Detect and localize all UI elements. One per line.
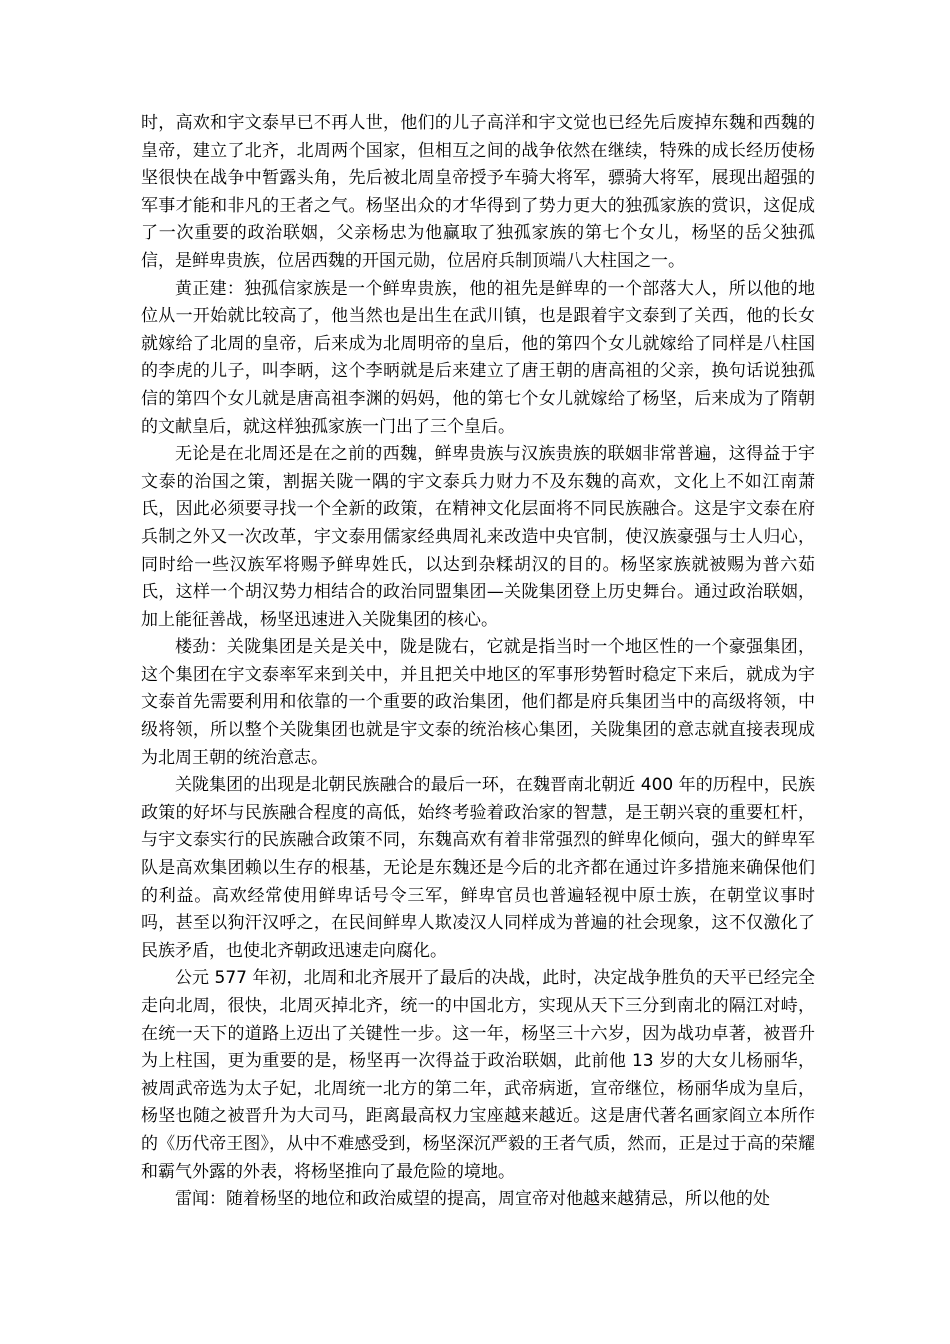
paragraph: 雷闻：随着杨坚的地位和政治威望的提高，周宣帝对他越来越猜忌，所以他的处 [175, 1189, 770, 1210]
paragraph: 楼劲：关陇集团是关是关中，陇是陇右，它就是指当时一个地区性的一个豪强集团，这个集团在宇文泰率军来到关中，并且把关中地区的军事形势暂时稳定下来后，就成为宇文泰首先需要利用和依靠的一个重要的政治集团，他们都是府兵集团当中的高级将领，中级将领，所以整个关陇集团也就是宇文泰的统治核心集团，关陇集团的意志就直接表现成为北周王朝的统治意志。 [141, 637, 815, 768]
paragraph: 时，高欢和宇文泰早已不再人世，他们的儿子高洋和宇文觉也已经先后废掉东魏和西魏的皇帝，建立了北齐，北周两个国家，但相互之间的战争依然在继续，特殊的成长经历使杨坚很快在战争中暂露头角，先后被北周皇帝授予车骑大将军，骠骑大将军，展现出超强的军事才能和非凡的王者之气。杨坚出众的才华得到了势力更大的独孤家族的赏识，这促成了一次重要的政治联姻，父亲杨忠为他赢取了独孤家族的第七个女儿，杨坚的岳父独孤信，是鲜卑贵族，位居西魏的开国元勋，位居府兵制顶端八大柱国之一。 [141, 113, 815, 271]
paragraph: 黄正建：独孤信家族是一个鲜卑贵族，他的祖先是鲜卑的一个部落大人，所以他的地位从一开始就比较高了，他当然也是出生在武川镇，也是跟着宇文泰到了关西，他的长女就嫁给了北周的皇帝，后来成为北周明帝的皇后，他的第四个女儿就嫁给了同样是八柱国的李虎的儿子，叫李昞，这个李昞就是后来建立了唐王朝的唐高祖的父亲，换句话说独孤信的第四个女儿就是唐高祖李渊的妈妈，他的第七个女儿就嫁给了杨坚，后来成为了隋朝的文献皇后，就这样独孤家族一门出了三个皇后。 [141, 278, 815, 437]
document-page [141, 110, 815, 1214]
paragraph: 公元 577 年初，北周和北齐展开了最后的决战，此时，决定战争胜负的天平已经完全走向北周，很快，北周灭掉北齐，统一的中国北方，实现从天下三分到南北的隔江对峙，在统一天下的道路上迈出了关键性一步。这一年，杨坚三十六岁，因为战功卓著，被晋升为上柱国，更为重要的是，杨坚再一次得益于政治联姻，此前他 13 岁的大女儿杨丽华，被周武帝选为太子妃，北周统一北方的第二年，武帝病逝，宣帝继位，杨丽华成为皇后，杨坚也随之被晋升为大司马，距离最高权力宝座越来越近。这是唐代著名画家阎立本所作的《历代帝王图》，从中不难感受到，杨坚深沉严毅的王者气质，然而，正是过于高的荣耀和霸气外露的外表，将杨坚推向了最危险的境地。 [141, 968, 815, 1182]
paragraph: 无论是在北周还是在之前的西魏，鲜卑贵族与汉族贵族的联姻非常普遍，这得益于宇文泰的治国之策，割据关陇一隅的宇文泰兵力财力不及东魏的高欢，文化上不如江南萧氏，因此必须要寻找一个全新的政策，在精神文化层面将不同民族融合。这是宇文泰在府兵制之外又一次改革，宇文泰用儒家经典周礼来改造中央官制，使汉族豪强与士人归心，同时给一些汉族军将赐予鲜卑姓氏，以达到杂糅胡汉的目的。杨坚家族就被赐为普六茹氏，这样一个胡汉势力相结合的政治同盟集团—关陇集团登上历史舞台。通过政治联姻，加上能征善战，杨坚迅速进入关陇集团的核心。 [141, 444, 815, 630]
paragraph: 关陇集团的出现是北朝民族融合的最后一环，在魏晋南北朝近 400 年的历程中，民族政策的好坏与民族融合程度的高低，始终考验着政治家的智慧，是王朝兴衰的重要杠杆，与宇文泰实行的民族融合政策不同，东魏高欢有着非常强烈的鲜卑化倾向，强大的鲜卑军队是高欢集团赖以生存的根基，无论是东魏还是今后的北齐都在通过许多措施来确保他们的利益。高欢经常使用鲜卑话号令三军，鲜卑官员也普遍轻视中原士族，在朝堂议事时吗，甚至以狗汗汉呼之，在民间鲜卑人欺凌汉人同样成为普遍的社会现象，这不仅激化了民族矛盾，也使北齐朝政迅速走向腐化。 [141, 775, 815, 961]
